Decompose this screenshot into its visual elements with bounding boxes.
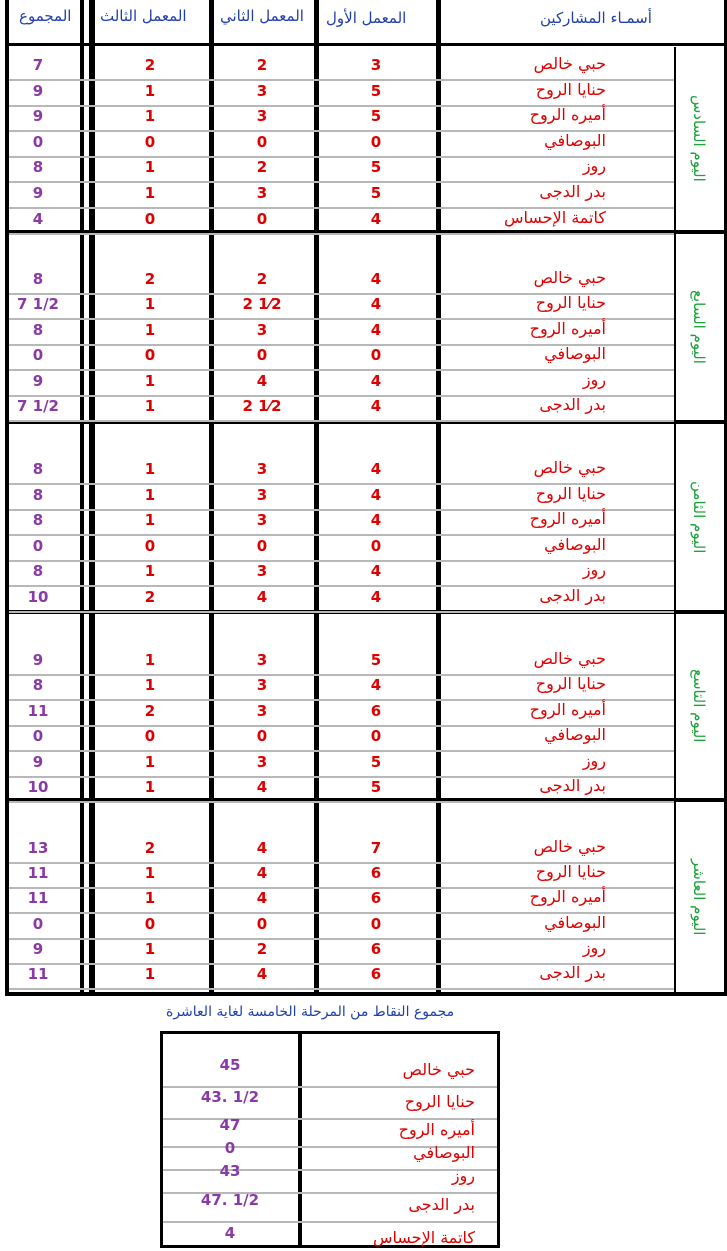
participant-name: البوصافي: [544, 912, 606, 932]
participant-name: أميره الروح: [529, 105, 606, 125]
lab2-score: 3: [256, 651, 268, 669]
participant-name: البوصافي: [544, 344, 606, 364]
lab2-score: 4: [256, 371, 268, 390]
lab2-score: 0: [256, 346, 268, 365]
lab3-score: 0: [144, 132, 156, 151]
total-score: 8: [32, 511, 44, 529]
lab1-score: 5: [370, 158, 382, 177]
lab2-score: 3: [256, 701, 268, 720]
lab3-score: 1: [144, 752, 156, 771]
lab2-score: 3: [256, 320, 268, 339]
lab2-score: 3: [256, 81, 268, 100]
summary-border-top: [160, 1031, 500, 1034]
total-score: 8: [32, 460, 44, 478]
summary-column-divider: [298, 1031, 302, 1248]
lab3-score: 1: [144, 889, 156, 908]
summary-total: 47: [219, 1116, 241, 1134]
lab1-score: 5: [370, 752, 382, 771]
lab1-score: 4: [370, 587, 382, 606]
summary-participant-name: حبي خالص: [402, 1060, 475, 1079]
day-label: اليوم التاسع: [690, 669, 708, 743]
total-score: 9: [32, 939, 44, 958]
lab1-score: 5: [370, 778, 382, 796]
header-lab1: المعمل الأول: [326, 9, 407, 27]
participant-name: حنايا الروح: [535, 293, 606, 313]
lab3-score: 1: [144, 676, 156, 695]
lab2-score: 0: [256, 209, 268, 228]
table-column-divider: [80, 0, 84, 994]
lab1-score: 0: [370, 346, 382, 365]
lab3-score: 1: [144, 651, 156, 669]
participant-name: بدر الدجى: [539, 585, 606, 605]
lab1-score: 4: [370, 460, 382, 478]
lab1-score: 4: [370, 371, 382, 390]
lab2-score: 4: [256, 778, 268, 796]
row-separator: [9, 560, 674, 562]
lab3-score: 0: [144, 914, 156, 933]
lab2-score: 4: [256, 839, 268, 857]
total-score: 8: [32, 485, 44, 504]
participant-name: البوصافي: [544, 130, 606, 150]
lab2-score: 3: [256, 107, 268, 126]
summary-participant-name: أميره الروح: [398, 1120, 475, 1139]
lab3-score: 1: [144, 81, 156, 100]
lab3-score: 2: [144, 270, 156, 288]
row-separator: [9, 233, 674, 235]
total-score: 8: [32, 676, 44, 695]
lab1-score: 4: [370, 320, 382, 339]
total-score: 9: [32, 184, 44, 202]
participant-name: حبي خالص: [533, 649, 606, 668]
participant-name: روز: [582, 937, 606, 957]
lab2-score: 4: [256, 587, 268, 606]
participant-name: حبي خالص: [533, 458, 606, 477]
participant-name: أميره الروح: [529, 509, 606, 528]
summary-participant-name: كاتمة الإحساس: [373, 1228, 475, 1247]
day-label-border: [674, 424, 676, 610]
participant-name: روز: [582, 750, 606, 770]
summary-border-left: [160, 1031, 163, 1248]
day-label-border: [674, 233, 676, 420]
lab3-score: 1: [144, 295, 156, 314]
lab1-score: 0: [370, 727, 382, 746]
lab2-score: 2: [256, 56, 268, 74]
summary-total: 4: [224, 1224, 236, 1242]
lab2-score: 3: [256, 485, 268, 504]
total-score: 11: [27, 701, 49, 720]
header-names: أسمـاء المشاركين: [540, 9, 652, 27]
lab2-score: 4: [256, 889, 268, 908]
participant-name: بدر الدجى: [539, 776, 606, 795]
lab1-score: 4: [370, 676, 382, 695]
table-column-divider: [89, 0, 95, 994]
lab2-score: 3: [256, 184, 268, 202]
lab1-score: 4: [370, 485, 382, 504]
row-separator: [9, 938, 674, 940]
lab2-score: 0: [256, 727, 268, 746]
day-label: اليوم السادس: [690, 95, 708, 182]
total-score: 9: [32, 81, 44, 100]
total-score: 0: [32, 132, 44, 151]
lab3-score: 2: [144, 839, 156, 857]
total-score: 10: [27, 587, 49, 606]
participant-name: البوصافي: [544, 725, 606, 745]
total-score: 0: [32, 346, 44, 365]
table-column-divider: [436, 0, 441, 994]
lab3-score: 1: [144, 778, 156, 796]
participant-name: حنايا الروح: [535, 674, 606, 694]
lab3-score: 1: [144, 562, 156, 580]
lab2-score: 2 1⁄2: [242, 397, 282, 415]
header-lab3: المعمل الثالث: [100, 7, 187, 25]
participant-name: أميره الروح: [529, 699, 606, 719]
lab1-score: 5: [370, 184, 382, 202]
lab1-score: 0: [370, 914, 382, 933]
total-score: 9: [32, 752, 44, 771]
summary-title: مجموع النقاط من المرحلة الخامسة لغاية العاشرة: [166, 1004, 455, 1020]
lab1-score: 5: [370, 651, 382, 669]
lab1-score: 4: [370, 397, 382, 415]
participant-name: حنايا الروح: [535, 862, 606, 882]
lab1-score: 4: [370, 511, 382, 529]
lab3-score: 1: [144, 397, 156, 415]
summary-total: 47. 1/2: [200, 1191, 260, 1209]
total-score: 0: [32, 727, 44, 746]
day-label-border: [674, 614, 676, 798]
row-separator: [9, 369, 674, 371]
summary-row-separator: [163, 1221, 497, 1223]
row-separator: [9, 801, 674, 803]
total-score: 8: [32, 270, 44, 288]
lab3-score: 2: [144, 56, 156, 74]
lab2-score: 0: [256, 914, 268, 933]
row-separator: [9, 611, 674, 613]
lab2-score: 0: [256, 536, 268, 555]
lab3-score: 0: [144, 536, 156, 555]
lab3-score: 1: [144, 460, 156, 478]
total-score: 8: [32, 320, 44, 339]
lab1-score: 4: [370, 295, 382, 314]
lab2-score: 4: [256, 965, 268, 983]
lab3-score: 1: [144, 965, 156, 983]
lab1-score: 6: [370, 889, 382, 908]
row-separator: [9, 988, 674, 990]
lab2-score: 0: [256, 132, 268, 151]
lab1-score: 6: [370, 701, 382, 720]
lab3-score: 1: [144, 511, 156, 529]
day-label: اليوم العاشر: [690, 858, 708, 936]
table-column-divider: [209, 0, 214, 994]
summary-total: 43. 1/2: [200, 1088, 260, 1106]
lab3-score: 1: [144, 864, 156, 883]
total-score: 8: [32, 158, 44, 177]
participant-name: روز: [582, 156, 606, 176]
total-score: 10: [27, 778, 49, 796]
participant-name: بدر الدجى: [539, 963, 606, 982]
lab1-score: 6: [370, 864, 382, 883]
header-lab2: المعمل الثاني: [220, 7, 304, 25]
lab1-score: 0: [370, 132, 382, 151]
table-column-divider: [314, 0, 319, 994]
summary-participant-name: البوصافي: [413, 1143, 475, 1162]
participant-name: روز: [582, 560, 606, 579]
lab3-score: 1: [144, 158, 156, 177]
total-score: 7 1/2: [16, 295, 59, 314]
day-section-divider: [5, 992, 727, 996]
lab3-score: 1: [144, 485, 156, 504]
lab1-score: 3: [370, 56, 382, 74]
lab2-score: 4: [256, 864, 268, 883]
total-score: 9: [32, 107, 44, 126]
day-label: اليوم الثامن: [690, 480, 708, 554]
summary-total: 45: [219, 1056, 241, 1074]
lab3-score: 0: [144, 209, 156, 228]
participant-name: حبي خالص: [533, 837, 606, 856]
lab1-score: 4: [370, 209, 382, 228]
lab1-score: 4: [370, 270, 382, 288]
total-score: 11: [27, 965, 49, 983]
lab1-score: 0: [370, 536, 382, 555]
participant-name: حبي خالص: [533, 54, 606, 73]
total-score: 8: [32, 562, 44, 580]
lab3-score: 1: [144, 184, 156, 202]
total-score: 9: [32, 651, 44, 669]
summary-total: 43: [219, 1162, 241, 1180]
participant-name: أميره الروح: [529, 887, 606, 907]
summary-participant-name: روز: [451, 1166, 475, 1185]
lab3-score: 0: [144, 727, 156, 746]
total-score: 13: [27, 839, 49, 857]
summary-total: 0: [224, 1139, 236, 1157]
lab3-score: 2: [144, 587, 156, 606]
participant-name: حنايا الروح: [535, 483, 606, 503]
lab3-score: 1: [144, 107, 156, 126]
participant-name: حبي خالص: [533, 268, 606, 287]
lab1-score: 6: [370, 965, 382, 983]
participant-name: حنايا الروح: [535, 79, 606, 99]
row-separator: [9, 420, 674, 422]
participant-name: بدر الدجى: [539, 182, 606, 201]
lab3-score: 2: [144, 701, 156, 720]
lab3-score: 0: [144, 346, 156, 365]
day-label: اليوم السابع: [690, 289, 708, 364]
lab2-score: 3: [256, 676, 268, 695]
total-score: 11: [27, 889, 49, 908]
lab2-score: 3: [256, 511, 268, 529]
row-separator: [9, 156, 674, 158]
total-score: 11: [27, 864, 49, 883]
lab2-score: 3: [256, 562, 268, 580]
lab1-score: 7: [370, 839, 382, 857]
lab3-score: 1: [144, 320, 156, 339]
lab2-score: 3: [256, 460, 268, 478]
total-score: 0: [32, 914, 44, 933]
header-total: المجموع: [19, 7, 72, 25]
lab3-score: 1: [144, 939, 156, 958]
row-separator: [9, 750, 674, 752]
header-divider: [5, 43, 727, 46]
total-score: 4: [32, 209, 44, 228]
total-score: 0: [32, 536, 44, 555]
lab2-score: 2 1⁄2: [242, 295, 282, 314]
summary-participant-name: حنايا الروح: [404, 1092, 475, 1111]
day-label-border: [674, 802, 676, 992]
lab2-score: 2: [256, 158, 268, 177]
total-score: 9: [32, 371, 44, 390]
lab1-score: 6: [370, 939, 382, 958]
summary-border-right: [497, 1031, 500, 1248]
lab2-score: 2: [256, 270, 268, 288]
lab1-score: 4: [370, 562, 382, 580]
day-label-border: [674, 47, 676, 230]
lab3-score: 1: [144, 371, 156, 390]
summary-participant-name: بدر الدجى: [408, 1195, 475, 1214]
total-score: 7 1/2: [16, 397, 59, 415]
participant-name: بدر الدجى: [539, 395, 606, 414]
participant-name: كاتمة الإحساس: [504, 207, 606, 227]
total-score: 7: [32, 56, 44, 74]
lab1-score: 5: [370, 107, 382, 126]
participant-name: البوصافي: [544, 534, 606, 554]
participant-name: أميره الروح: [529, 318, 606, 338]
lab1-score: 5: [370, 81, 382, 100]
participant-name: روز: [582, 369, 606, 389]
lab2-score: 2: [256, 939, 268, 958]
lab2-score: 3: [256, 752, 268, 771]
